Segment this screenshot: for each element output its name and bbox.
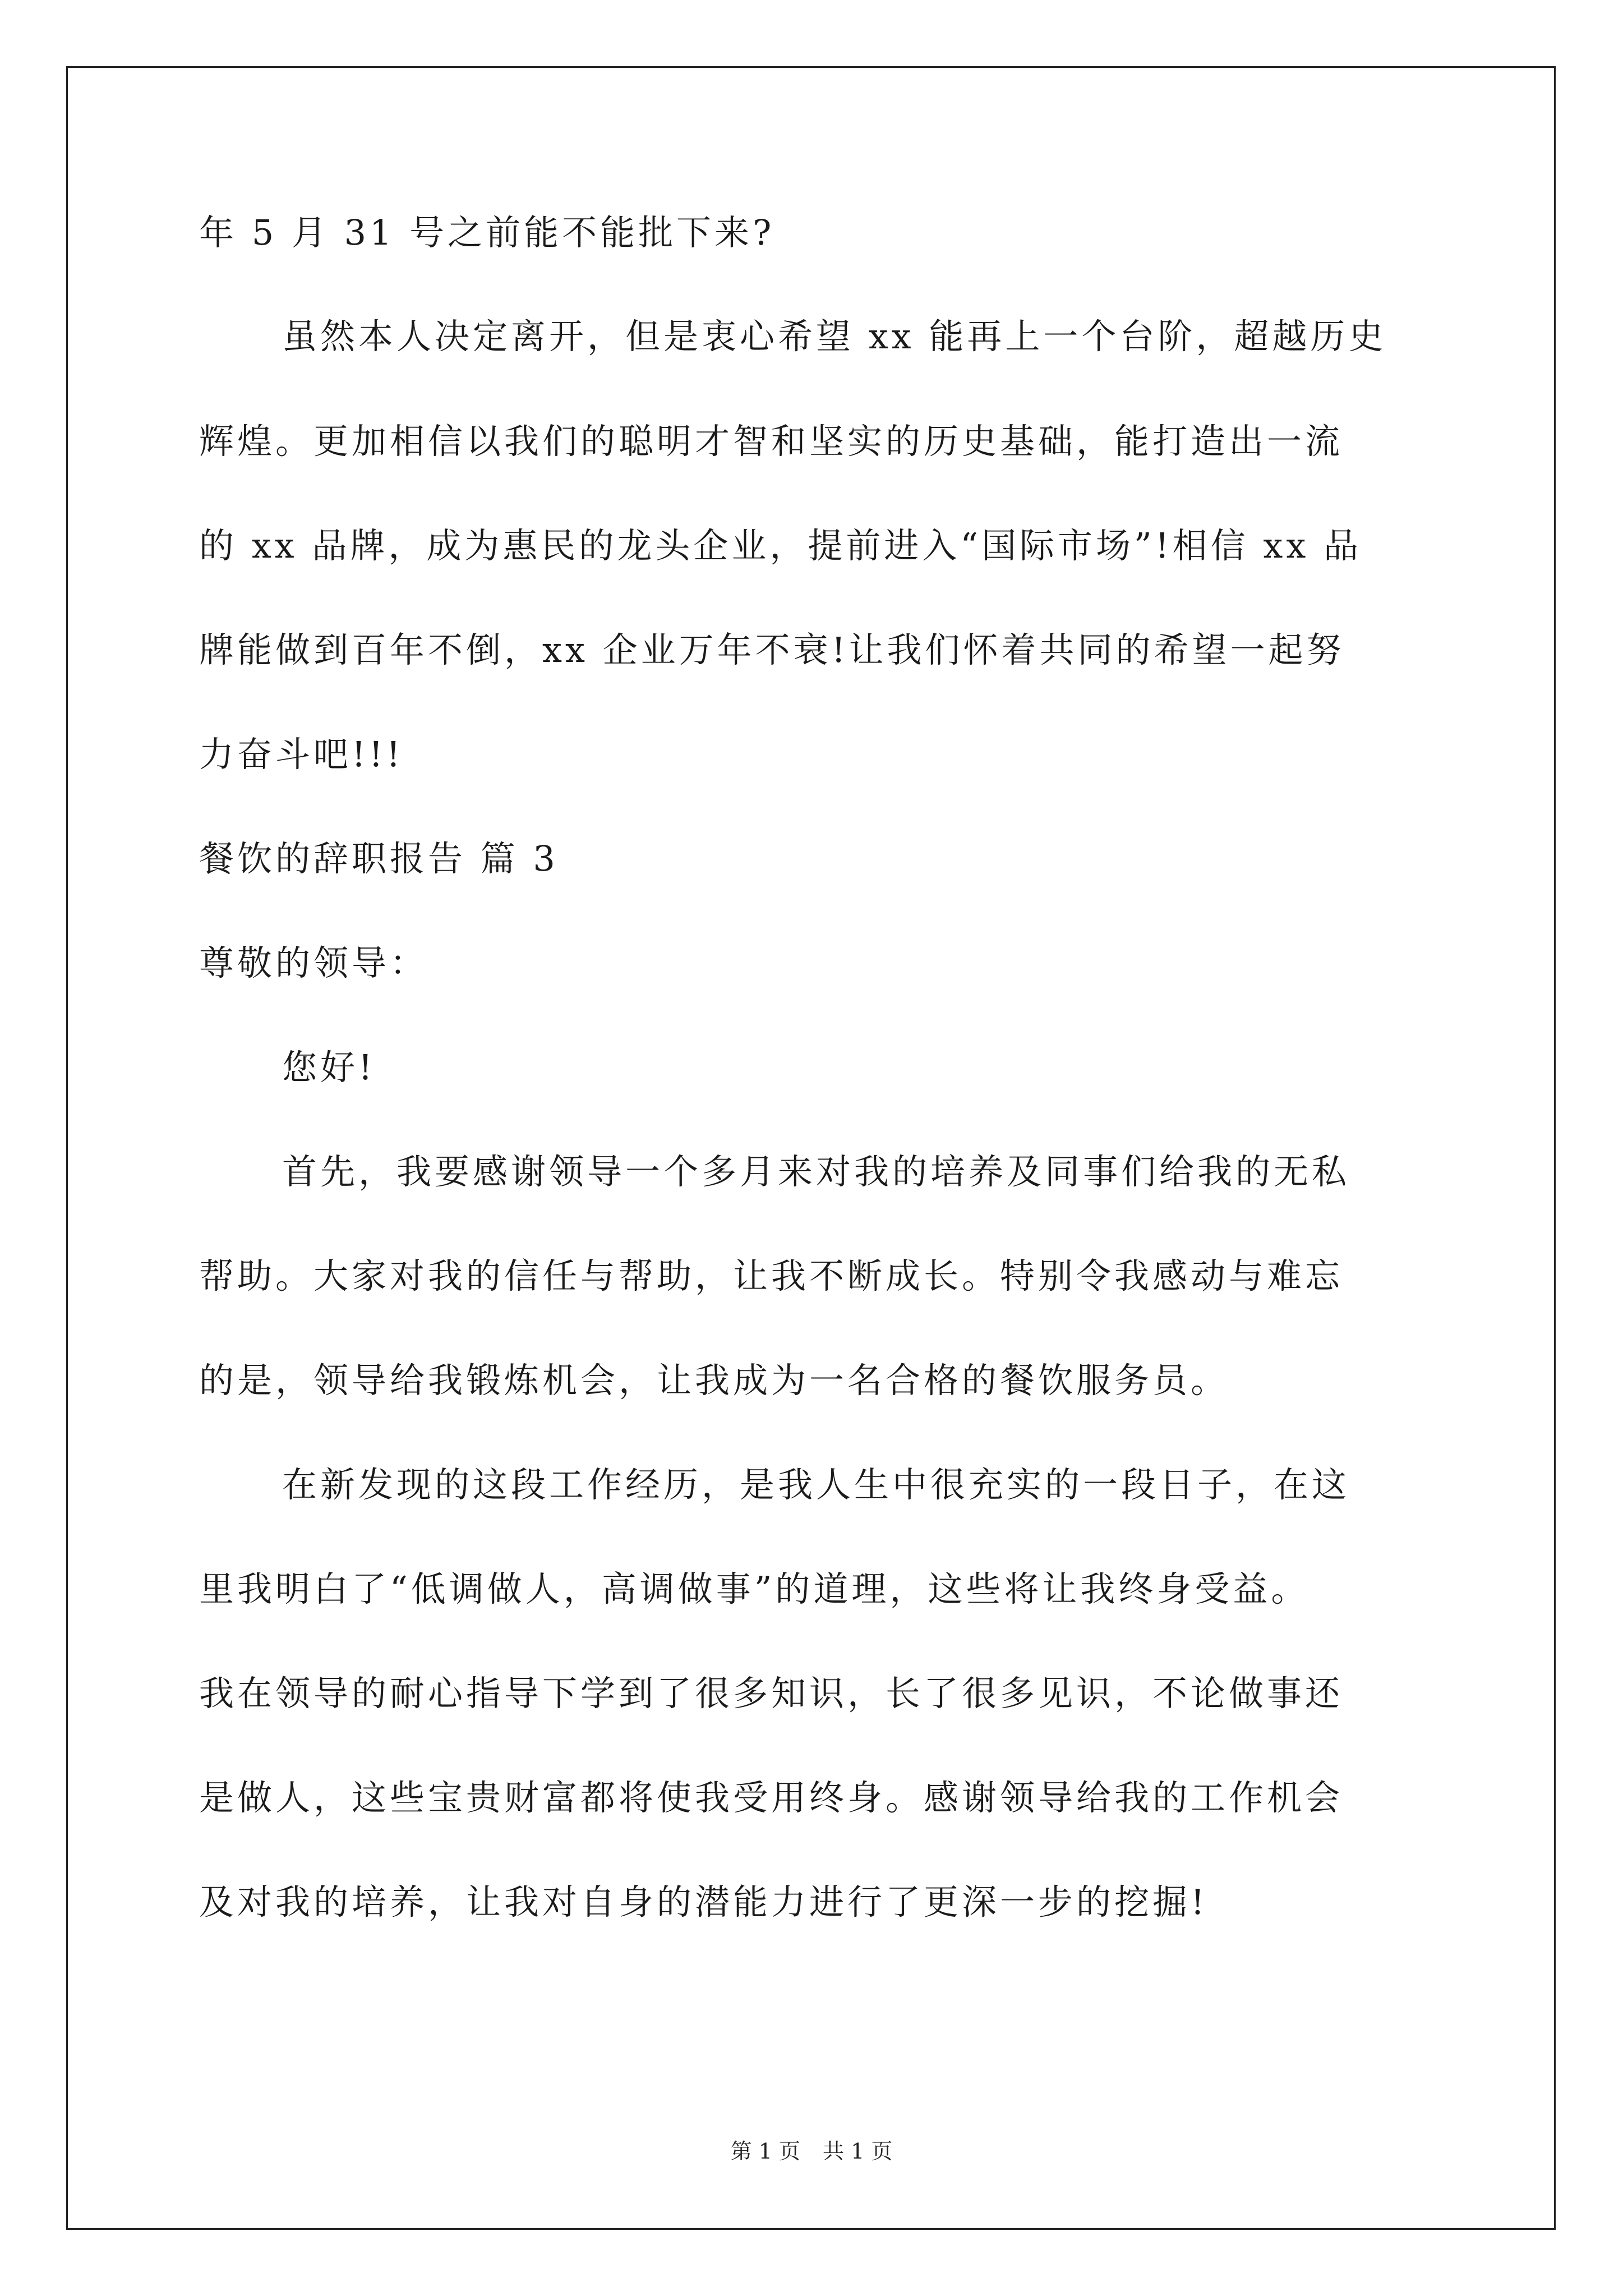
text-line: 的是，领导给我锻炼机会，让我成为一名合格的餐饮服务员。 (199, 1360, 1229, 1401)
paragraph-first-line: 虽然本人决定离开，但是衷心希望 xx 能再上一个台阶，超越历史 (282, 316, 1387, 357)
text-line: 是做人，这些宝贵财富都将使我受用终身。感谢领导给我的工作机会 (199, 1777, 1344, 1818)
salutation: 尊敬的领导： (199, 942, 428, 983)
text-line: 牌能做到百年不倒，xx 企业万年不衰!让我们怀着共同的希望一起努 (199, 629, 1345, 670)
text-line: 我在领导的耐心指导下学到了很多知识，长了很多见识，不论做事还 (199, 1673, 1344, 1714)
text-line: 的 xx 品牌，成为惠民的龙头企业，提前进入“国际市场”!相信 xx 品 (199, 525, 1362, 566)
section-heading: 餐饮的辞职报告 篇 3 (199, 838, 559, 879)
text-line: 力奋斗吧!!! (199, 734, 404, 775)
greeting: 您好! (282, 1047, 376, 1088)
text-line: 里我明白了“低调做人，高调做事”的道理，这些将让我终身受益。 (199, 1568, 1310, 1609)
page-footer (0, 2137, 1623, 2165)
paragraph-first-line: 在新发现的这段工作经历，是我人生中很充实的一段日子，在这 (282, 1464, 1350, 1505)
page-number-total: 共 1 页 (823, 2139, 893, 2164)
text-line: 及对我的培养，让我对自身的潜能力进行了更深一步的挖掘! (199, 1881, 1208, 1922)
text-line: 辉煌。更加相信以我们的聪明才智和坚实的历史基础，能打造出一流 (199, 421, 1344, 462)
text-line: 年 5 月 31 号之前能不能批下来? (199, 212, 775, 253)
page-number-current: 第 1 页 (730, 2139, 800, 2164)
paragraph-first-line: 首先，我要感谢领导一个多月来对我的培养及同事们给我的无私 (282, 1151, 1350, 1192)
text-line: 帮助。大家对我的信任与帮助，让我不断成长。特别令我感动与难忘 (199, 1255, 1344, 1296)
